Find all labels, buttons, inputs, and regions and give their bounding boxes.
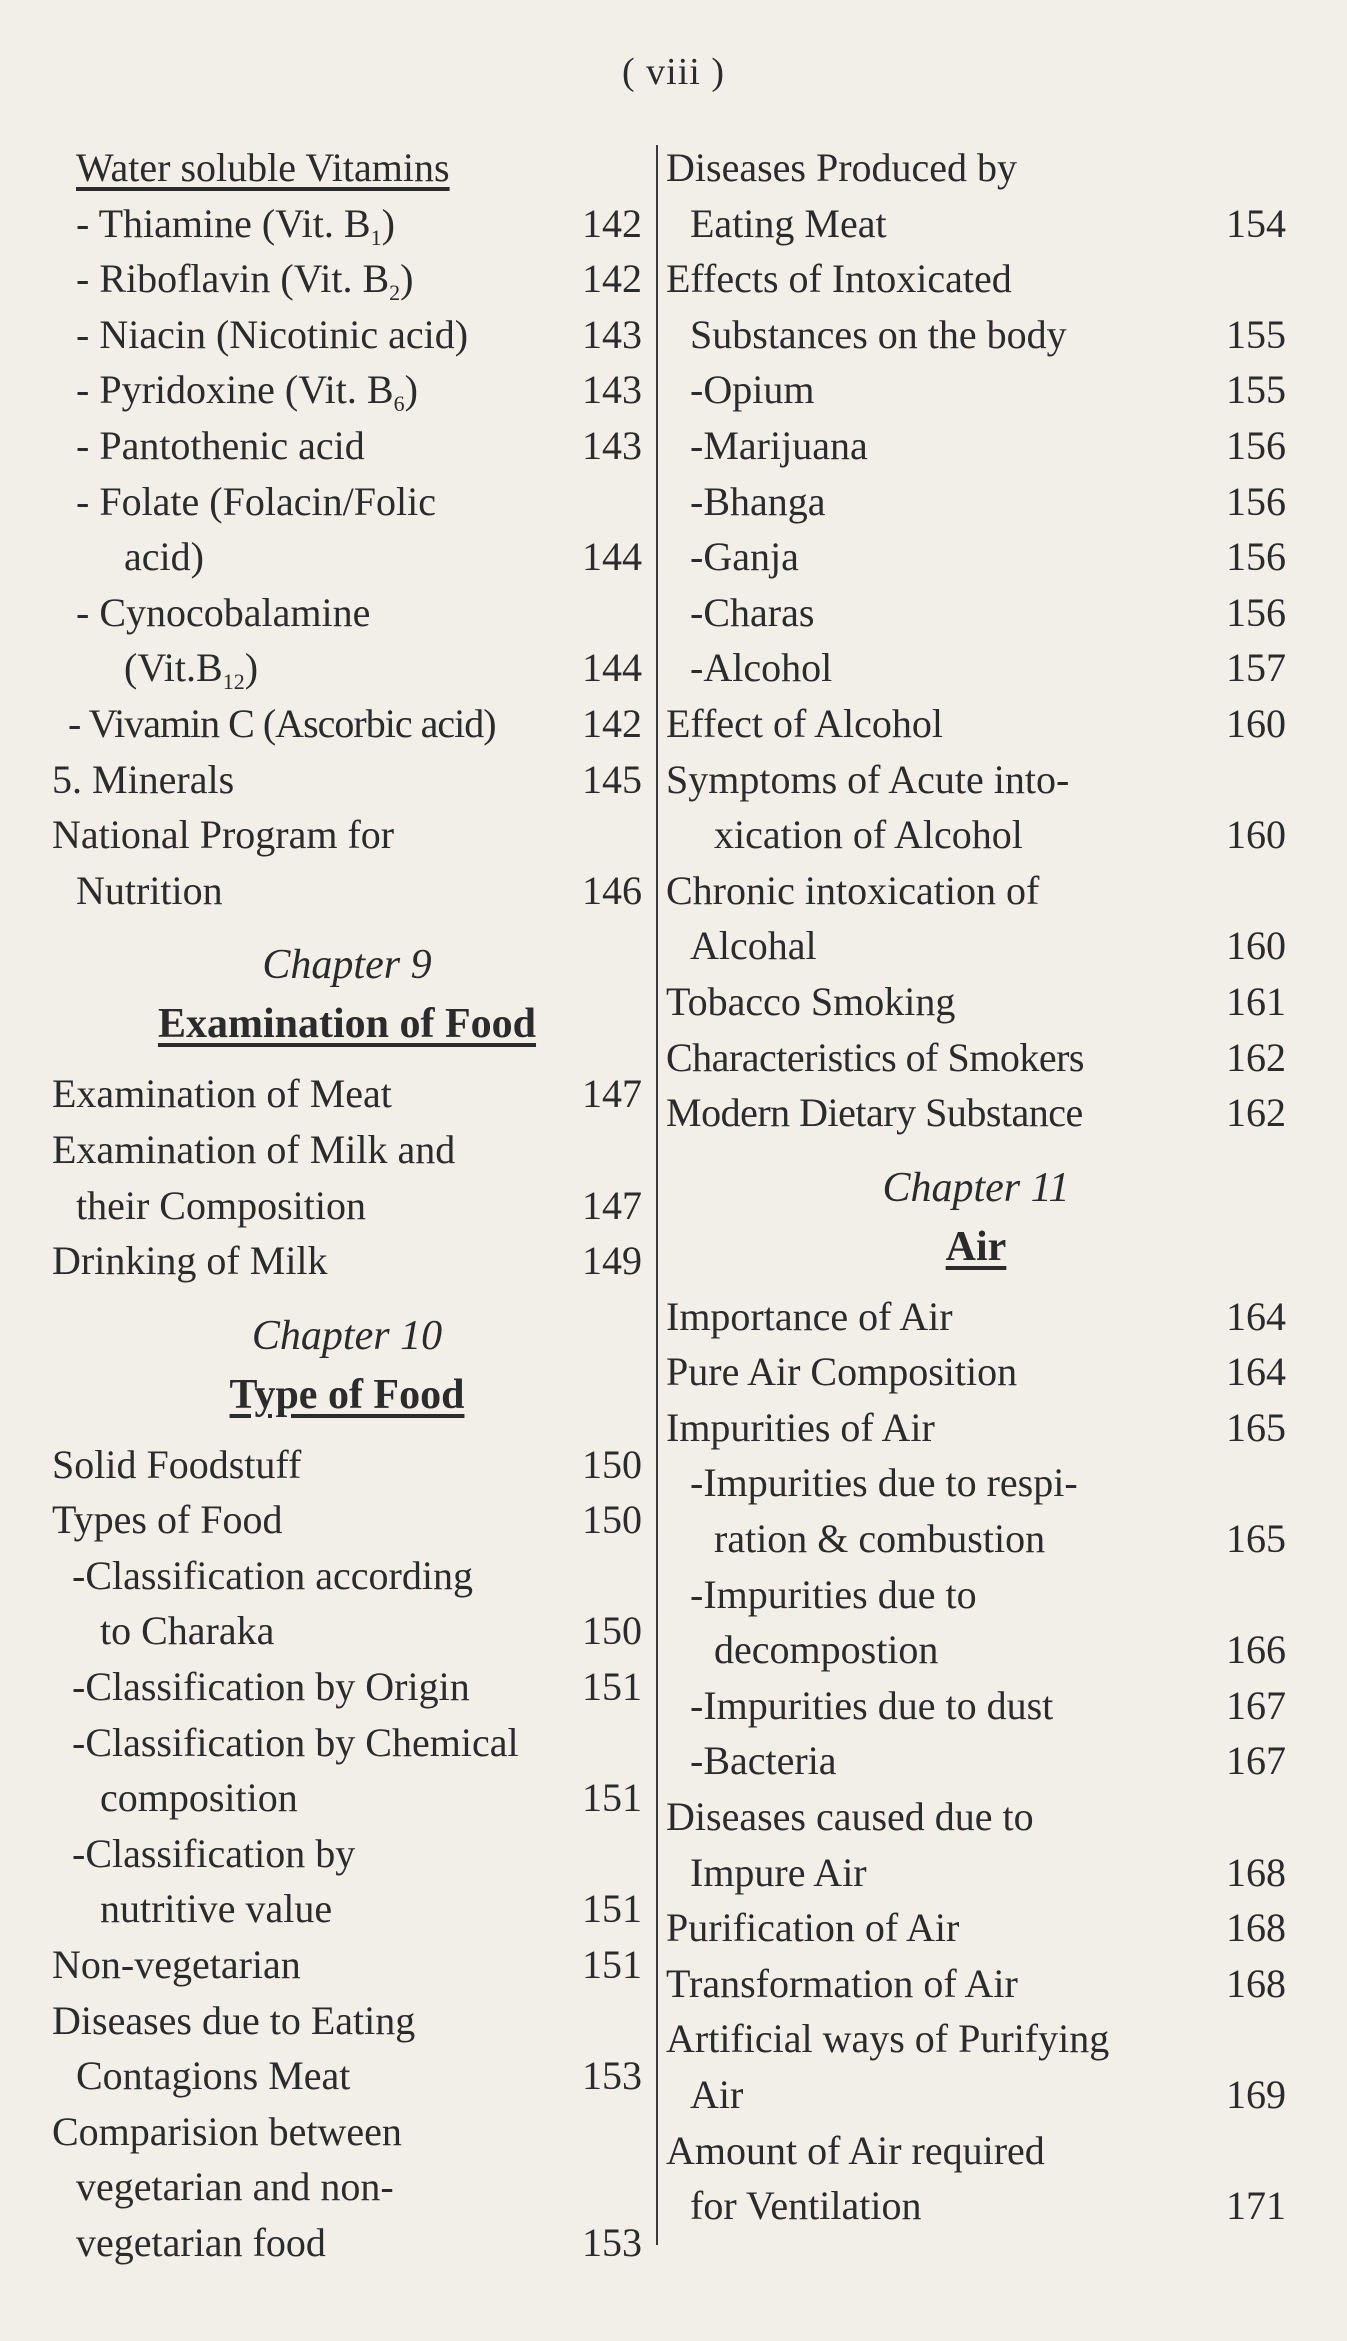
toc-entry xyxy=(666,1622,1286,1678)
toc-entry xyxy=(52,585,642,641)
entry-text: Symptoms of Acute into- xyxy=(666,756,1070,802)
toc-entry xyxy=(52,251,642,307)
toc-entry xyxy=(52,1492,642,1548)
toc-entry xyxy=(52,196,642,252)
entry-page: 169 xyxy=(1226,2072,1286,2117)
toc-entry xyxy=(666,1085,1286,1141)
toc-entry xyxy=(52,1881,642,1937)
toc-entry xyxy=(666,918,1286,974)
entry-page: 167 xyxy=(1226,1682,1286,1728)
entry-page: 164 xyxy=(1226,1293,1286,1339)
toc-entry xyxy=(666,307,1286,363)
toc-entry xyxy=(52,362,642,418)
entry-page: 150 xyxy=(582,1608,642,1654)
entry-text: -Impurities due to dust xyxy=(690,1682,1054,1728)
entry-page: 154 xyxy=(1226,200,1286,246)
toc-entry xyxy=(666,1900,1286,1956)
entry-text: to Charaka xyxy=(100,1608,275,1654)
toc-entry xyxy=(52,2048,642,2104)
toc-entry xyxy=(52,1826,642,1882)
entry-text: Types of Food xyxy=(52,1497,283,1543)
entry-page: 153 xyxy=(582,2220,642,2265)
toc-entry xyxy=(52,418,642,474)
entry-text: - Vivamin C (Ascorbic acid) xyxy=(68,700,496,746)
entry-page: 160 xyxy=(1226,923,1286,969)
entry-page: 157 xyxy=(1226,645,1286,691)
entry-page: 165 xyxy=(1226,1516,1286,1562)
entry-text: - Folate (Folacin/Folic xyxy=(76,478,436,524)
entry-text: vegetarian and non- xyxy=(76,2164,394,2210)
toc-entry xyxy=(52,2215,642,2271)
entry-text: Characteristics of Smokers xyxy=(666,1034,1084,1080)
toc-entry xyxy=(666,2011,1286,2067)
toc-entry xyxy=(52,307,642,363)
toc-entry xyxy=(666,1956,1286,2012)
entry-page: 161 xyxy=(1226,978,1286,1024)
toc-entry xyxy=(666,251,1286,307)
chapter-number: Chapter 10 xyxy=(251,1312,443,1359)
entry-text: Diseases due to Eating xyxy=(52,1997,416,2043)
toc-entry xyxy=(52,1122,642,1178)
toc-entry xyxy=(666,863,1286,919)
entry-page: 162 xyxy=(1226,1034,1286,1080)
toc-entry xyxy=(666,2067,1286,2123)
entry-text: Comparision between xyxy=(52,2108,402,2154)
toc-entry xyxy=(666,1030,1286,1086)
entry-text: for Ventilation xyxy=(690,2183,922,2229)
entry-text: - Niacin (Nicotinic acid) xyxy=(76,311,469,357)
toc-entry xyxy=(52,529,642,585)
entry-page: 143 xyxy=(582,311,642,357)
entry-text: -Classification by Origin xyxy=(72,1664,470,1710)
toc-entry xyxy=(52,2159,642,2215)
toc-entry xyxy=(52,1233,642,1289)
entry-page: 165 xyxy=(1226,1404,1286,1450)
entry-text: Impurities of Air xyxy=(666,1404,935,1450)
toc-entry xyxy=(52,1437,642,1493)
entry-text: Pure Air Composition xyxy=(666,1349,1018,1395)
entry-page: 168 xyxy=(1226,1905,1286,1951)
entry-text: 5. Minerals xyxy=(52,756,235,802)
entry-text: Alcohal xyxy=(690,923,817,969)
entry-text: Tobacco Smoking xyxy=(666,978,956,1024)
toc-entry xyxy=(666,640,1286,696)
toc-entry xyxy=(666,1733,1286,1789)
entry-text: nutritive value xyxy=(100,1886,333,1932)
toc-left-column xyxy=(52,140,642,2271)
entry-page: 156 xyxy=(1226,534,1286,580)
toc-entry xyxy=(666,418,1286,474)
entry-text: ration & combustion xyxy=(714,1516,1046,1562)
entry-page: 151 xyxy=(582,1886,642,1932)
entry-text: -Classification according xyxy=(72,1552,473,1598)
toc-entry xyxy=(666,140,1286,196)
entry-text: Water soluble Vitamins xyxy=(76,145,450,190)
toc-entry xyxy=(666,362,1286,418)
entry-text: their Composition xyxy=(76,1182,366,1228)
toc-entry xyxy=(52,1659,642,1715)
entry-text: -Opium xyxy=(690,367,815,413)
chapter-title: Air xyxy=(945,1223,1007,1270)
entry-text: Effect of Alcohol xyxy=(666,700,943,746)
toc-right-column xyxy=(666,140,1286,2234)
entry-text: vegetarian food xyxy=(76,2220,326,2265)
entry-text: decompostion xyxy=(714,1627,939,1673)
entry-page: 151 xyxy=(582,1942,642,1988)
entry-page: 153 xyxy=(582,2053,642,2099)
toc-entry xyxy=(52,1603,642,1659)
chapter-number: Chapter 11 xyxy=(882,1164,1070,1211)
page-number: ( viii ) xyxy=(622,51,725,93)
toc-entry xyxy=(52,1993,642,2049)
entry-page: 143 xyxy=(582,367,642,413)
toc-entry xyxy=(666,1789,1286,1845)
entry-page: 155 xyxy=(1226,311,1286,357)
toc-entry xyxy=(52,696,642,752)
toc-entry xyxy=(52,1178,642,1234)
toc-entry xyxy=(666,1511,1286,1567)
entry-page: 156 xyxy=(1226,589,1286,635)
entry-text: Nutrition xyxy=(76,867,223,913)
entry-page: 145 xyxy=(582,756,642,802)
entry-text: Substances on the body xyxy=(690,311,1067,357)
entry-text: Chronic intoxication of xyxy=(666,867,1040,913)
entry-page: 143 xyxy=(582,422,642,468)
entry-text: Examination of Meat xyxy=(52,1071,392,1117)
toc-entry xyxy=(666,196,1286,252)
entry-text: - Riboflavin (Vit. $B_2$) xyxy=(76,256,414,306)
toc-entry xyxy=(666,696,1286,752)
entry-page: 142 xyxy=(582,256,642,302)
entry-page: 149 xyxy=(582,1238,642,1284)
toc-entry xyxy=(52,752,642,808)
entry-text: Eating Meat xyxy=(690,200,887,246)
toc-entry xyxy=(666,807,1286,863)
entry-text: xication of Alcohol xyxy=(714,812,1023,858)
toc-entry xyxy=(666,752,1286,808)
entry-text: -Charas xyxy=(690,589,815,635)
entry-text: -Impurities due to respi- xyxy=(690,1460,1078,1506)
entry-text: - Pantothenic acid xyxy=(76,422,365,468)
entry-text: - Thiamine (Vit. $B_1$) xyxy=(76,200,395,250)
entry-page: 160 xyxy=(1226,700,1286,746)
entry-text: Impure Air xyxy=(690,1849,867,1895)
entry-page: 168 xyxy=(1226,1960,1286,2006)
entry-text: Drinking of Milk xyxy=(52,1238,328,1284)
entry-page: 142 xyxy=(582,700,642,746)
toc-entry xyxy=(52,1937,642,1993)
toc-entry xyxy=(52,1715,642,1771)
entry-text: -Classification by xyxy=(72,1830,356,1876)
toc-entry xyxy=(666,2178,1286,2234)
entry-text: Contagions Meat xyxy=(76,2053,351,2099)
toc-entry xyxy=(666,1400,1286,1456)
entry-page: 167 xyxy=(1226,1738,1286,1784)
entry-page: 162 xyxy=(1226,1090,1286,1136)
entry-page: 142 xyxy=(582,200,642,246)
toc-entry xyxy=(666,2123,1286,2179)
toc-entry xyxy=(666,529,1286,585)
toc-heading xyxy=(52,140,642,196)
entry-text: Non-vegetarian xyxy=(52,1942,301,1988)
toc-entry xyxy=(52,640,642,696)
entry-page: 150 xyxy=(582,1497,642,1543)
entry-text: Solid Foodstuff xyxy=(52,1441,302,1487)
entry-text: composition xyxy=(100,1775,298,1821)
toc-entry xyxy=(666,1344,1286,1400)
column-divider xyxy=(656,145,658,2245)
toc-entry xyxy=(52,807,642,863)
entry-page: 166 xyxy=(1226,1627,1286,1673)
entry-page: 146 xyxy=(582,867,642,913)
entry-page: 156 xyxy=(1226,422,1286,468)
toc-entry xyxy=(666,1678,1286,1734)
entry-page: 147 xyxy=(582,1182,642,1228)
entry-text: $(Vit.B_{12})$ xyxy=(124,645,259,695)
entry-page: 164 xyxy=(1226,1349,1286,1395)
entry-text: Transformation of Air xyxy=(666,1960,1018,2006)
toc-entry xyxy=(666,974,1286,1030)
toc-entry xyxy=(52,863,642,919)
entry-text: -Marijuana xyxy=(690,422,868,468)
entry-text: -Classification by Chemical xyxy=(72,1719,519,1765)
entry-page: 150 xyxy=(582,1441,642,1487)
entry-page: 151 xyxy=(582,1775,642,1821)
entry-page: 147 xyxy=(582,1071,642,1117)
entry-page: 144 xyxy=(582,534,642,580)
entry-text: Diseases caused due to xyxy=(666,1794,1034,1840)
entry-text: -Bhanga xyxy=(690,478,826,524)
chapter-title: Examination of Food xyxy=(157,1001,537,1048)
toc-entry xyxy=(52,2104,642,2160)
toc-entry xyxy=(666,1455,1286,1511)
entry-text: -Alcohol xyxy=(690,645,833,691)
entry-text: -Ganja xyxy=(690,534,799,580)
entry-text: Importance of Air xyxy=(666,1293,953,1339)
entry-text: Examination of Milk and xyxy=(52,1126,456,1172)
toc-entry xyxy=(666,1845,1286,1901)
chapter-title: Type of Food xyxy=(229,1371,465,1418)
entry-text: - Cynocobalamine xyxy=(76,589,371,635)
entry-page: 171 xyxy=(1226,2183,1286,2229)
entry-page: 144 xyxy=(582,645,642,691)
entry-text: Artificial ways of Purifying xyxy=(666,2016,1110,2062)
entry-page: 155 xyxy=(1226,367,1286,413)
chapter-number: Chapter 9 xyxy=(262,942,432,989)
entry-text: Effects of Intoxicated xyxy=(666,256,1012,302)
toc-entry xyxy=(666,474,1286,530)
entry-text: Modern Dietary Substance xyxy=(666,1090,1083,1136)
toc-entry xyxy=(52,1066,642,1122)
entry-page: 168 xyxy=(1226,1849,1286,1895)
entry-text: National Program for xyxy=(52,812,395,858)
entry-text: Amount of Air required xyxy=(666,2127,1045,2173)
entry-text: -Bacteria xyxy=(690,1738,837,1784)
entry-text: acid) xyxy=(124,534,204,580)
entry-page: 160 xyxy=(1226,812,1286,858)
toc-entry xyxy=(52,474,642,530)
toc-entry xyxy=(666,1567,1286,1623)
entry-text: - Pyridoxine (Vit. $B_6$) xyxy=(76,367,418,417)
entry-text: -Impurities due to xyxy=(690,1571,977,1617)
entry-page: 156 xyxy=(1226,478,1286,524)
entry-page: 151 xyxy=(582,1664,642,1710)
entry-text: Purification of Air xyxy=(666,1905,960,1951)
entry-text: Air xyxy=(690,2072,744,2117)
toc-entry xyxy=(52,1548,642,1604)
toc-entry xyxy=(666,1289,1286,1345)
toc-entry xyxy=(52,1770,642,1826)
toc-entry xyxy=(666,585,1286,641)
entry-text: Diseases Produced by xyxy=(666,145,1018,190)
